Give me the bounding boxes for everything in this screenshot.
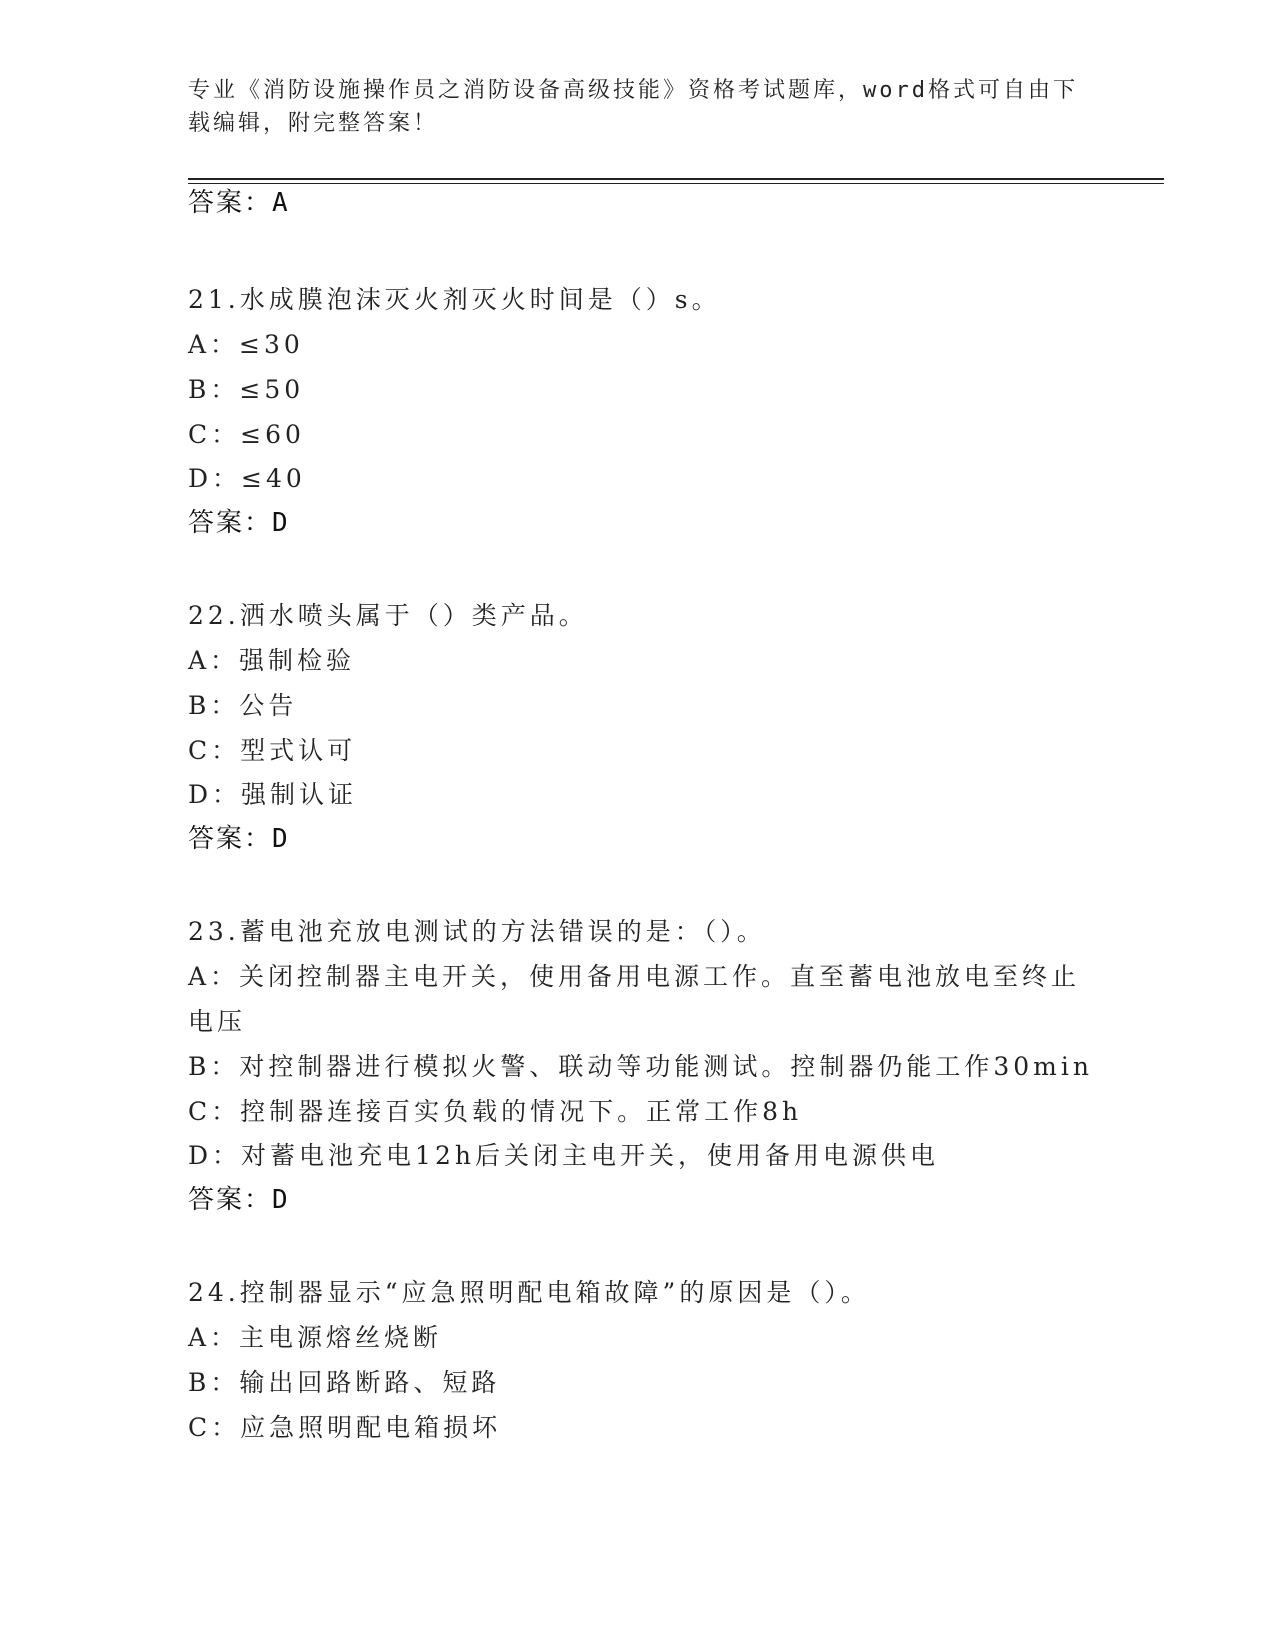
- question-23-option-c: C：控制器连接百实负载的情况下。正常工作8h: [188, 1097, 803, 1126]
- question-21-option-c: C：≤60: [188, 420, 305, 449]
- question-23-stem: 23.蓄电池充放电测试的方法错误的是：（）。: [188, 917, 766, 946]
- header-line-1: 专业《消防设施操作员之消防设备高级技能》资格考试题库，word格式可自由下: [188, 78, 1078, 103]
- question-22-option-d: D：强制认证: [188, 780, 358, 809]
- question-23-option-a: A：关闭控制器主电开关，使用备用电源工作。直至蓄电池放电至终止: [188, 962, 1081, 991]
- question-23-option-d: D：对蓄电池充电12h后关闭主电开关，使用备用电源供电: [188, 1141, 939, 1170]
- question-24-option-b: B：输出回路断路、短路: [188, 1368, 501, 1397]
- question-21-option-a: A：≤30: [188, 330, 304, 359]
- question-21-answer: 答案：D: [188, 508, 290, 538]
- question-23-answer: 答案：D: [188, 1185, 290, 1215]
- question-22-stem: 22.洒水喷头属于（）类产品。: [188, 601, 588, 630]
- question-24-stem: 24.控制器显示“应急照明配电箱故障”的原因是（）。: [188, 1278, 870, 1307]
- header-line-2: 载编辑，附完整答案！: [188, 111, 439, 136]
- question-22-answer: 答案：D: [188, 824, 290, 854]
- question-23-option-b: B：对控制器进行模拟火警、联动等功能测试。控制器仍能工作30min: [188, 1052, 1093, 1081]
- question-21-option-b: B：≤50: [188, 375, 305, 404]
- question-21-stem: 21.水成膜泡沫灭火剂灭火时间是（）s。: [188, 285, 721, 314]
- header-rule-thick: [188, 178, 1164, 180]
- question-21-option-d: D：≤40: [188, 464, 306, 493]
- question-24-option-a: A：主电源熔丝烧断: [188, 1323, 443, 1352]
- document-header: [188, 74, 1078, 140]
- question-24-option-c: C：应急照明配电箱损坏: [188, 1413, 502, 1442]
- question-22-option-b: B：公告: [188, 691, 298, 720]
- header-rule-thin: [188, 183, 1164, 184]
- question-22-option-a: A：强制检验: [188, 646, 356, 675]
- question-23-option-a-continued: 电压: [188, 1007, 247, 1036]
- question-22-option-c: C：型式认可: [188, 736, 357, 765]
- previous-answer: 答案：A: [188, 188, 290, 218]
